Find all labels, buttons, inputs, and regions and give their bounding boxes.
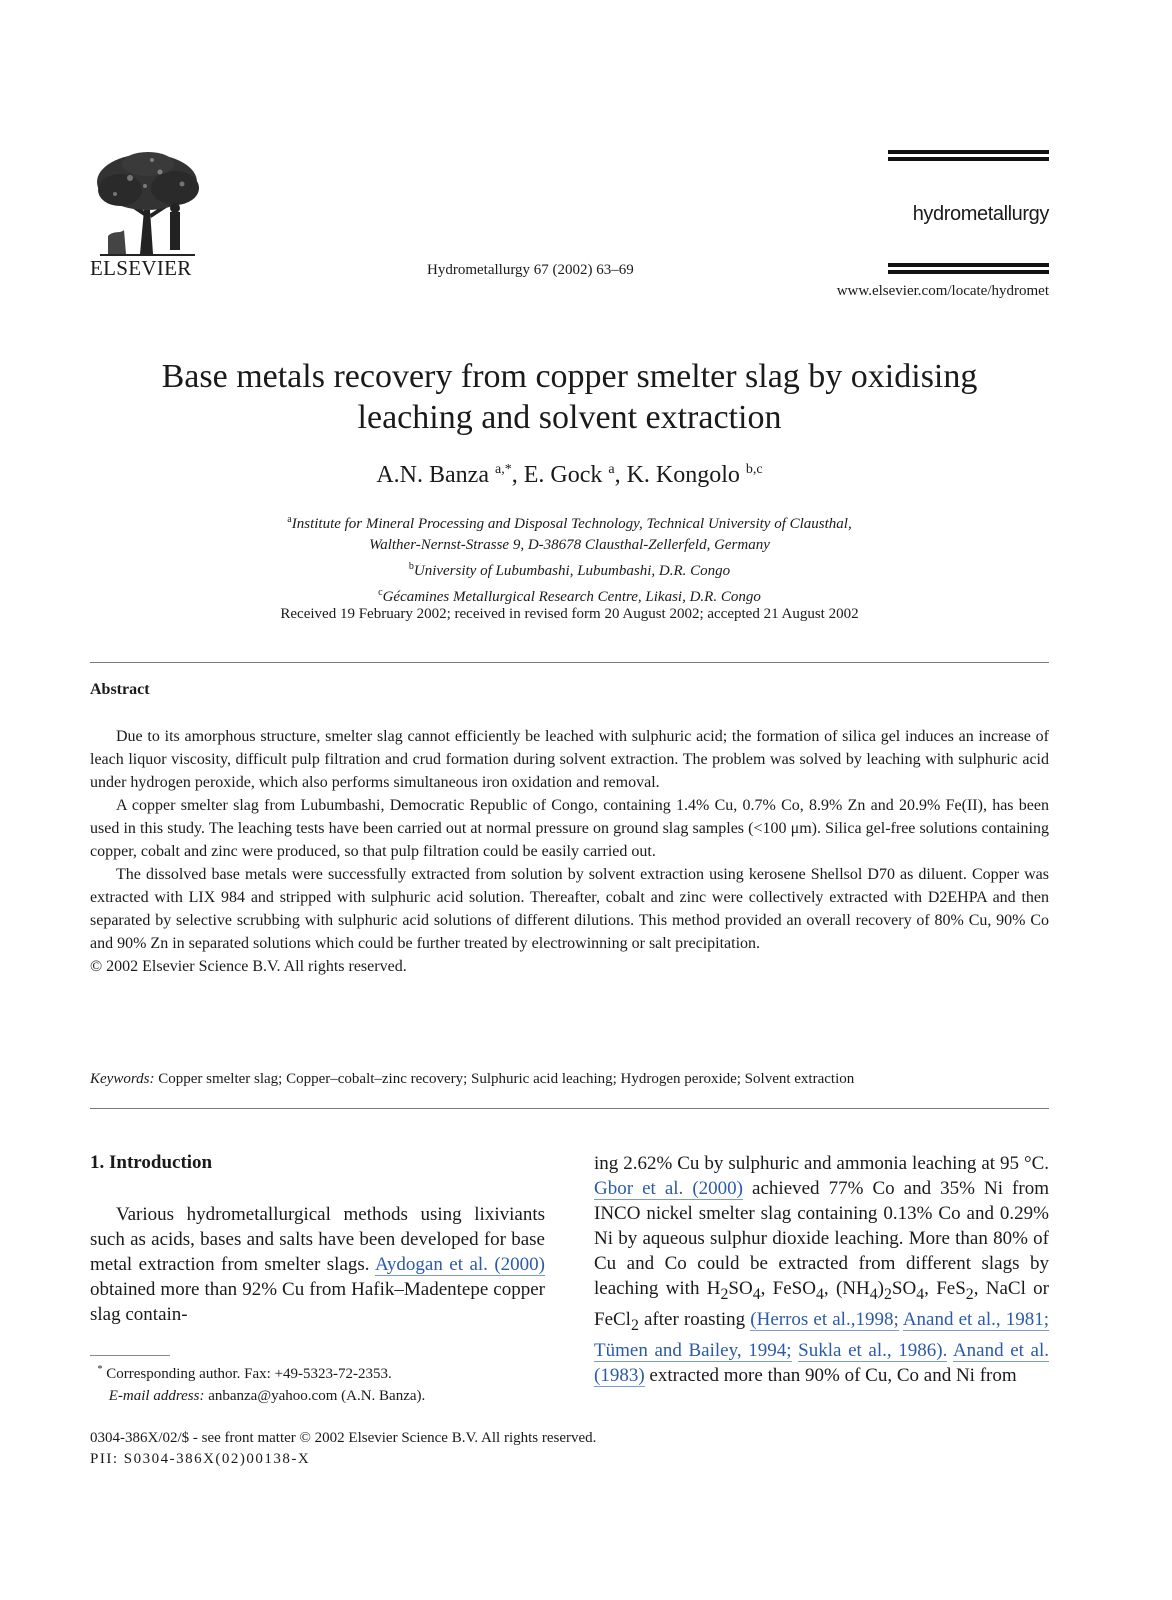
citation-link[interactable]: Sukla et al., 1986).	[798, 1339, 948, 1361]
intro-paragraph: ing 2.62% Cu by sulphuric and ammonia leaching at 95 °C. Gbor et al. (2000) achieved 77% Co and 35% Ni from INCO nickel smelter slag containing 0.13% Co and 0.29% Ni by aqueous sulphur dioxide leaching. More than 80% of Cu and Co could be extracted from different slags by leaching with $H_2SO_4$, FeSO$_4$, $(NH_4)_2SO_4$, FeS$_2$, NaCl or FeCl$_2$ after roasting (Herros et al.,1998; Anand et al., 1981; Tümen and Bailey, 1994; Sukla et al., 1986). Anand et al. (1983) extracted more than 90% of Cu, Co and Ni from	[594, 1153, 1050, 1386]
author-separator: ,	[614, 462, 627, 488]
footnote-line	[90, 1385, 545, 1407]
affiliation-text: Gécamines Metallurgical Research Centre, Likasi, D.R. Congo	[382, 589, 761, 605]
affiliation-mark: b	[408, 561, 414, 572]
abstract-paragraph: Due to its amorphous structure, smelter slag cannot efficiently be leached with sulphuric acid; the formation of silica gel induces an increase of leach liquor viscosity, difficult pulp filtration and crud formation during solvent extraction. The problem was solved by leaching with sulphuric acid under hydrogen peroxide, which also performs simultaneous iron oxidation and removal.	[90, 728, 1049, 791]
affiliation-mark: c	[378, 587, 383, 598]
citation-link[interactable]: Anand et al., 1981;	[902, 1308, 1050, 1330]
author-mark: a,*	[494, 462, 512, 477]
abstract-heading: Abstract	[90, 681, 150, 698]
intro-text: after roasting	[644, 1308, 746, 1330]
section-heading: 1. Introduction	[90, 1152, 213, 1173]
author-name: K. Kongolo	[626, 462, 740, 488]
affiliation-line	[90, 535, 1049, 556]
citation-link[interactable]: (Herros et al.,1998;	[750, 1308, 899, 1330]
affiliation-text: Institute for Mineral Processing and Disposal Technology, Technical University of Clausthal,	[291, 516, 852, 532]
bottom-info	[90, 1428, 596, 1470]
email-address[interactable]: anbanza@yahoo.com (A.N. Banza).	[208, 1388, 426, 1404]
citation-link[interactable]: Aydogan et al. (2000)	[374, 1254, 545, 1275]
email-label: E-mail address:	[108, 1388, 205, 1404]
right-column	[594, 1151, 1049, 1388]
brand-rule-top	[888, 150, 1049, 154]
author-list	[90, 462, 1049, 489]
affiliation-text: University of Lubumbashi, Lubumbashi, D.R. Congo	[413, 563, 731, 579]
affiliations	[90, 509, 1049, 608]
intro-paragraph	[90, 1202, 545, 1327]
affiliation-line	[90, 509, 1049, 535]
intro-text: Various hydrometallurgical methods using lixiviants such as acids, bases and salts have been developed for base metal extraction from smelter slags.	[90, 1204, 545, 1275]
footnote	[90, 1359, 545, 1407]
affiliation-text: Walther-Nernst-Strasse 9, D-38678 Clausthal-Zellerfeld, Germany	[369, 537, 770, 553]
intro-text: extracted more than 90% of Cu, Co and Ni from	[649, 1364, 1017, 1386]
intro-text: achieved 77% Co and 35% Ni from INCO nickel smelter slag containing 0.13% Co and 0.29% Ni by aqueous sulphur dioxide leaching. More than 80% of Cu and Co could be extracted from different slags by leaching with H	[594, 1178, 1049, 1299]
author-mark: a	[608, 462, 615, 477]
affiliation-line	[90, 556, 1049, 582]
journal-brand: hydrometallurgy	[912, 203, 1049, 225]
intro-text: ing 2.62% Cu by sulphuric and ammonia leaching at 95 °C.	[594, 1153, 1049, 1174]
issn-line: 0304-386X/02/$ - see front matter © 2002 Elsevier Science B.V. All rights reserved.	[90, 1430, 597, 1446]
publisher-name: ELSEVIER	[90, 256, 192, 280]
copyright: © 2002 Elsevier Science B.V. All rights reserved.	[90, 958, 407, 975]
affiliation-mark: a	[287, 514, 292, 525]
affiliation-line	[90, 582, 1049, 608]
left-column	[90, 1202, 545, 1327]
author-separator: ,	[511, 462, 524, 488]
citation-link[interactable]: Tümen and Bailey, 1994;	[594, 1339, 792, 1361]
article-title	[90, 356, 1049, 438]
brand-rule-bottom-2	[888, 270, 1049, 274]
keywords-text: Copper smelter slag; Copper–cobalt–zinc recovery; Sulphuric acid leaching; Hydrogen peroxide; Solvent extraction	[158, 1071, 855, 1087]
journal-citation: Hydrometallurgy 67 (2002) 63–69	[427, 262, 634, 278]
brand-rule-top-2	[888, 157, 1049, 161]
pii-line: PII: S0304-386X(02)00138-X	[90, 1451, 311, 1467]
abstract-paragraph: The dissolved base metals were successfully extracted from solution by solvent extraction using kerosene Shellsol D70 as diluent. Copper was extracted with LIX 984 and stripped with sulphuric acid solution. Thereafter, cobalt and zinc were collectively extracted with D2EHPA and then separated by selective scrubbing with sulphuric acid solutions of different dilutions. This method provided an overall recovery of 80% Cu, 90% Co and 90% Zn in separated solutions which could be further treated by electrowinning or salt precipitation.	[90, 866, 1049, 952]
footnote-mark: *	[97, 1364, 103, 1375]
keywords-label: Keywords:	[90, 1071, 155, 1087]
author-name: A.N. Banza	[376, 462, 489, 488]
footnote-line	[90, 1359, 545, 1385]
citation-link[interactable]: Gbor et al. (2000)	[594, 1178, 743, 1199]
author-mark: b,c	[745, 462, 763, 477]
footnote-rule	[90, 1355, 170, 1356]
divider	[90, 662, 1049, 663]
title-line-1: Base metals recovery from copper smelter slag by oxidising	[161, 358, 978, 395]
keywords	[90, 1071, 1049, 1088]
received-dates: Received 19 February 2002; received in revised form 20 August 2002; accepted 21 August 2002	[280, 606, 859, 622]
intro-text: obtained more than 92% Cu from Hafik–Madentepe copper slag contain-	[90, 1279, 545, 1325]
tree-icon	[90, 150, 205, 256]
citation-link[interactable]: Anand et al. (1983)	[594, 1339, 1050, 1386]
abstract-body	[90, 725, 1049, 978]
divider	[90, 1108, 1049, 1109]
abstract-paragraph: A copper smelter slag from Lubumbashi, Democratic Republic of Congo, containing 1.4% Cu, 0.7% Co, 8.9% Zn and 20.9% Fe(II), has been used in this study. The leaching tests have been carried out at normal pressure on ground slag samples (<100 μm). Silica gel-free solutions containing copper, cobalt and zinc were produced, so that pulp filtration could be easily carried out.	[90, 797, 1049, 860]
author-name: E. Gock	[523, 462, 603, 488]
journal-url[interactable]: www.elsevier.com/locate/hydromet	[836, 283, 1049, 299]
brand-rule-bottom	[888, 263, 1049, 267]
title-line-2: leaching and solvent extraction	[357, 399, 782, 436]
corresponding-author: Corresponding author. Fax: +49-5323-72-2353.	[106, 1366, 392, 1382]
